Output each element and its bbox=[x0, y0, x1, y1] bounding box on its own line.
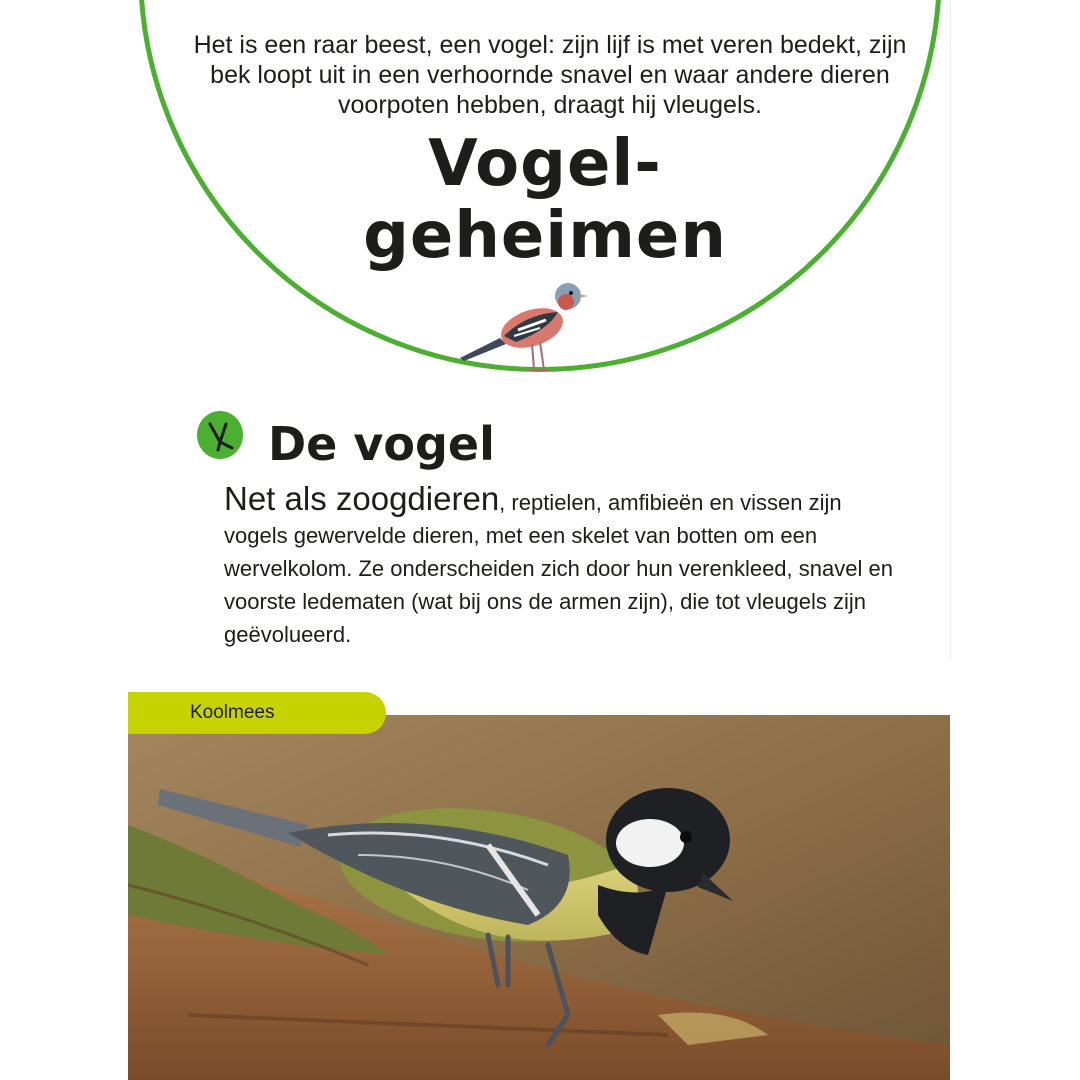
section-body bbox=[224, 482, 904, 651]
section-body-text: , reptielen, amfibieën en vissen zijn vogels gewervelde dieren, met een skelet van botten om een wervelkolom. Ze onderscheiden zich door hun verenkleed, snavel en voorste ledematen (wat bij ons de armen zijn), die tot vleugels zijn geëvolueerd. bbox=[224, 490, 893, 647]
page-edge bbox=[950, 0, 951, 660]
chaffinch-illustration bbox=[456, 278, 592, 378]
great-tit-photo bbox=[128, 715, 950, 1080]
section-heading: De vogel bbox=[268, 417, 495, 471]
page-title bbox=[300, 128, 790, 272]
photo-caption: Koolmees bbox=[128, 692, 386, 734]
bird-footprint-icon bbox=[196, 410, 244, 460]
page-title-line-1: Vogel- bbox=[428, 127, 662, 201]
page-title-line-2: geheimen bbox=[363, 199, 727, 273]
section-lead: Net als zoogdieren bbox=[224, 480, 500, 517]
intro-text: Het is een raar beest, een vogel: zijn lijf is met veren bedekt, zijn bek loopt uit in een verhoornde snavel en waar andere dieren voorpoten hebben, draagt hij vleugels. bbox=[193, 31, 907, 119]
